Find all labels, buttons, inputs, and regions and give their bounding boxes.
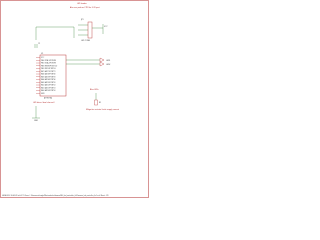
note-left: LED driver (dual channel) <box>33 102 55 104</box>
vcc-label-top: VCC <box>104 26 108 28</box>
chip-pin-label: PA0 (ADC0/PCINT0) <box>41 91 56 93</box>
chip-pin-label: PB0 (XTAL1/PCINT8) <box>41 60 57 62</box>
res-name: R1 <box>99 102 102 104</box>
chip-pin-label: VCC <box>41 58 45 60</box>
header-part: LED CONN <box>81 40 90 42</box>
sheet-footer: 08/04/2013 10:43:31 f=0.67 C:\Users\...\Documents\eagle\Mimicrobotics\beacon\BLE_led_controller_0v1\beacon_led_controller_0v1.sch (Sheet: 1/1) <box>2 196 109 197</box>
chip-pin-label: GND <box>41 93 45 95</box>
chip-pin-label: PA7 (ADC7/PCINT7) <box>41 71 56 73</box>
led2-label: LED2 <box>106 64 111 66</box>
cap-name: C1 <box>38 43 41 45</box>
chip-pin-label: PB1 (XTAL2/PCINT9) <box>41 63 57 65</box>
chip-pin-label: PA5 (ADC5/PCINT5) <box>41 77 56 79</box>
note-bottom: Mitigation resistor limits supply current <box>86 109 120 111</box>
schematic-sheet <box>0 0 149 198</box>
gnd-label: GND <box>34 120 38 122</box>
chip-pin-label: PB2 (INT0/PCINT10) <box>41 69 56 71</box>
chip-pin-label: PA4 (ADC4/PCINT4) <box>41 80 56 82</box>
chip-pin-label: PA2 (ADC2/PCINT2) <box>41 85 56 87</box>
chip-pin-label: PB3 (RESET/PCINT11) <box>41 66 58 68</box>
sheet-frame <box>1 1 149 198</box>
chip-pin-label: PA3 (ADC3/PCINT3) <box>41 82 56 84</box>
chip-pin-label: PA6 (ADC6/PCINT6) <box>41 74 56 76</box>
header-name: JP1 <box>81 19 84 21</box>
note-top2: Also use pads as FTDI for 3.3V part <box>70 7 100 9</box>
led1-label: LED1 <box>106 60 111 62</box>
note-mid: Blue LEDs <box>90 89 99 91</box>
chip-pin-label: PA1 (ADC1/PCINT1) <box>41 88 56 90</box>
chip-part: ATTINY84 <box>44 97 52 100</box>
note-top: LED header <box>77 3 87 5</box>
chip-name: U1 <box>41 53 44 55</box>
